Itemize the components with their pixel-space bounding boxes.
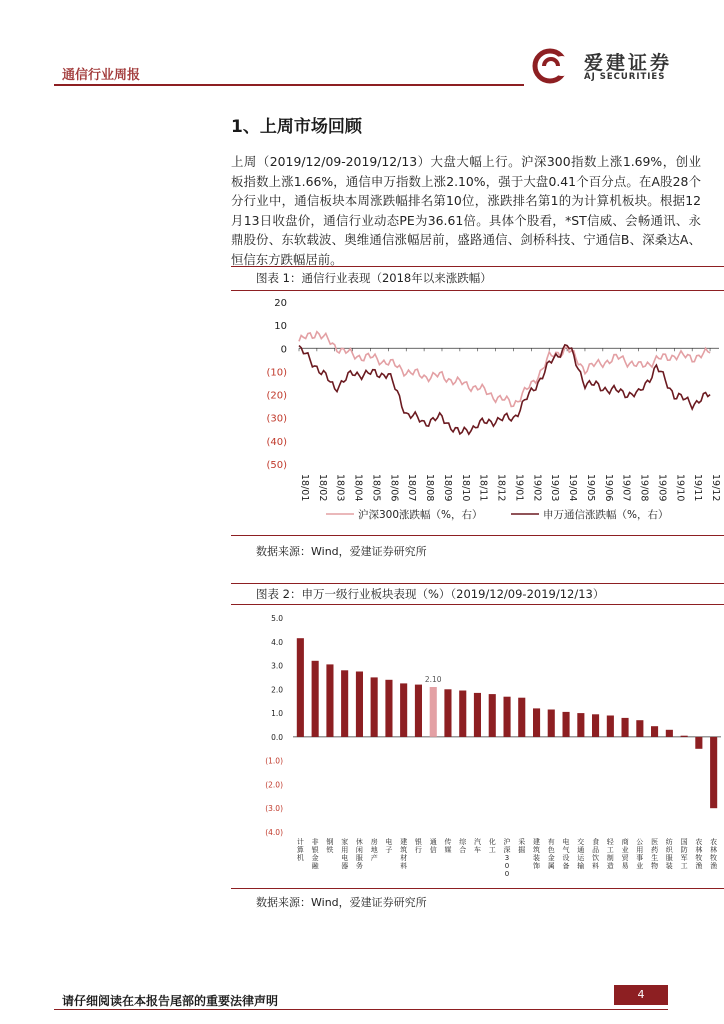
y-tick-label: 20 xyxy=(274,298,287,309)
bar xyxy=(430,687,437,737)
x-tick-label: 18/02 xyxy=(316,474,328,502)
bar xyxy=(651,726,658,737)
category-label: 电子 xyxy=(385,838,393,854)
bar xyxy=(489,694,496,737)
y-tick-label: 10 xyxy=(274,321,287,333)
bar xyxy=(297,638,304,737)
figure2-top-rule xyxy=(231,583,724,584)
category-label: 钢铁 xyxy=(326,838,334,854)
y-tick-label: (40) xyxy=(266,436,287,448)
y-tick-label: 4.0 xyxy=(271,637,283,647)
category-label: 建筑材料 xyxy=(400,838,408,870)
category-label: 交通运输 xyxy=(577,838,585,870)
page-number: 4 xyxy=(614,985,668,1005)
y-tick-label: (3.0) xyxy=(265,804,283,814)
figure2-bottom-rule xyxy=(231,888,724,889)
industry-performance-line-chart xyxy=(231,292,724,532)
category-label: 化工 xyxy=(488,838,496,854)
y-tick-label: (4.0) xyxy=(265,828,283,837)
header-title: 通信行业周报 xyxy=(62,68,141,83)
bar xyxy=(474,693,481,737)
x-tick-label: 18/03 xyxy=(334,474,346,502)
x-tick-label: 19/10 xyxy=(674,474,686,502)
bar xyxy=(400,683,407,737)
y-tick-label: 2.0 xyxy=(271,685,283,695)
x-tick-label: 18/01 xyxy=(299,474,310,502)
y-tick-label: (2.0) xyxy=(265,780,283,790)
bar xyxy=(312,661,319,737)
figure2-source: 数据来源：Wind，爱建证券研究所 xyxy=(256,896,427,909)
bar-data-label: 2.10 xyxy=(424,675,442,684)
category-label: 纺织服装 xyxy=(665,838,673,870)
category-label: 商业贸易 xyxy=(621,838,629,870)
x-tick-label: 19/04 xyxy=(567,474,579,502)
x-tick-label: 18/04 xyxy=(352,474,364,502)
x-tick-label: 18/07 xyxy=(406,474,418,502)
bar xyxy=(444,689,451,737)
category-label: 沪深 3 0 0 xyxy=(503,838,511,878)
bar xyxy=(548,710,555,737)
x-tick-label: 18/06 xyxy=(388,474,400,502)
category-label: 通信 xyxy=(429,838,437,854)
category-label: 银行 xyxy=(414,838,422,854)
bar xyxy=(636,720,643,737)
bar xyxy=(577,713,584,737)
figure2-title: 图表 2：申万一级行业板块表现（%）（2019/12/09-2019/12/13） xyxy=(256,587,605,601)
category-label: 有色金属 xyxy=(547,838,555,870)
series-line-0 xyxy=(299,332,710,407)
category-label: 轻工制造 xyxy=(606,838,614,870)
x-tick-label: 19/06 xyxy=(602,474,614,502)
category-label: 非银金融 xyxy=(311,838,319,870)
x-tick-label: 19/03 xyxy=(549,474,561,502)
x-tick-label: 19/01 xyxy=(513,474,525,502)
bar xyxy=(710,737,717,808)
legend-label-1: 申万通信涨跌幅（%，右） xyxy=(543,509,669,521)
bar xyxy=(563,712,570,737)
category-label: 综合 xyxy=(459,838,467,854)
x-tick-label: 19/08 xyxy=(638,474,650,502)
y-tick-label: 1.0 xyxy=(271,709,283,719)
category-label: 食品饮料 xyxy=(592,838,600,870)
x-tick-label: 18/12 xyxy=(495,474,507,502)
category-label: 传媒 xyxy=(444,838,452,854)
category-label: 房地产 xyxy=(370,838,378,862)
category-label: 休闲服务 xyxy=(355,838,363,870)
bar xyxy=(356,672,363,737)
category-label: 采掘 xyxy=(518,838,526,854)
figure1-title-rule xyxy=(231,290,724,291)
x-tick-label: 19/12 xyxy=(710,474,722,502)
category-label: 公用事业 xyxy=(636,838,644,870)
y-tick-label: 0.0 xyxy=(271,732,283,742)
bar xyxy=(459,691,466,737)
figure1-bottom-rule xyxy=(231,535,724,536)
y-tick-label: 0 xyxy=(280,344,287,356)
bar xyxy=(666,730,673,737)
bar xyxy=(518,698,525,737)
category-label: 电气设备 xyxy=(562,838,570,870)
x-tick-label: 18/05 xyxy=(370,474,382,502)
y-tick-label: (1.0) xyxy=(265,756,283,766)
figure1-source: 数据来源：Wind，爱建证券研究所 xyxy=(256,545,427,558)
bar xyxy=(341,670,348,737)
x-tick-label: 18/09 xyxy=(441,474,453,502)
logo-mark-icon xyxy=(535,51,572,81)
y-tick-label: 5.0 xyxy=(271,614,283,623)
bar xyxy=(371,677,378,736)
category-label: 农林牧渔 xyxy=(695,838,703,870)
category-label: 农林牧渔 xyxy=(710,838,718,870)
x-tick-label: 18/08 xyxy=(424,474,436,502)
x-tick-label: 19/07 xyxy=(620,474,632,502)
bar xyxy=(533,708,540,737)
x-tick-label: 19/11 xyxy=(692,474,704,502)
bar xyxy=(504,697,511,737)
figure2-title-rule xyxy=(231,604,724,605)
category-label: 汽车 xyxy=(474,838,481,854)
bar xyxy=(326,664,333,737)
x-tick-label: 19/02 xyxy=(531,474,543,502)
bar xyxy=(681,736,688,737)
bar xyxy=(622,718,629,737)
logo-text-en: AJ SECURITIES xyxy=(584,72,666,82)
section-title: 1、上周市场回顾 xyxy=(231,117,362,137)
bar xyxy=(415,685,422,737)
category-label: 医药生物 xyxy=(651,838,659,870)
figure1-title: 图表 1：通信行业表现（2018年以来涨跌幅） xyxy=(256,271,492,285)
x-tick-label: 19/05 xyxy=(584,474,596,502)
category-label: 计算机 xyxy=(296,838,304,862)
bar xyxy=(385,680,392,737)
category-label: 国防军工 xyxy=(680,838,688,870)
legend-label-0: 沪深300涨跌幅（%，右） xyxy=(358,509,483,521)
x-tick-label: 18/11 xyxy=(477,474,489,502)
logo-text-cn: 爱建证券 xyxy=(584,52,673,74)
category-label: 建筑装饰 xyxy=(533,838,540,870)
bar xyxy=(695,737,702,749)
section-paragraph: 上周（2019/12/09-2019/12/13）大盘大幅上行。沪深300指数上涨1.69%，创业板指数上涨1.66%，通信申万指数上涨2.10%，强于大盘0.41个百分点。在A股28个分行业中，通信板块本周涨跌幅排名第10位，涨跌排名第1的为计算机板块。根据12月13日收盘价，通信行业动态PE为36.61倍。具体个股看，*ST信威、会畅通讯、永鼎股份、东软载波、奥维通信涨幅居前，盛路通信、剑桥科技、宁通信B、深桑达A、恒信东方跌幅居前。 xyxy=(231,154,701,267)
footer-rule xyxy=(54,1009,668,1010)
bar xyxy=(592,714,599,737)
y-tick-label: (50) xyxy=(266,460,287,471)
y-tick-label: 3.0 xyxy=(271,661,283,671)
y-tick-label: (30) xyxy=(266,413,287,425)
category-label: 家用电器 xyxy=(341,838,349,870)
y-tick-label: (20) xyxy=(266,390,287,402)
y-tick-label: (10) xyxy=(266,367,287,379)
figure1-top-rule xyxy=(231,266,724,267)
legal-disclaimer: 请仔细阅读在本报告尾部的重要法律声明 xyxy=(62,994,279,1008)
x-tick-label: 18/10 xyxy=(459,474,471,502)
bar xyxy=(607,716,614,737)
x-tick-label: 19/09 xyxy=(656,474,668,502)
sector-performance-bar-chart xyxy=(231,606,724,886)
header-rule xyxy=(54,84,524,86)
